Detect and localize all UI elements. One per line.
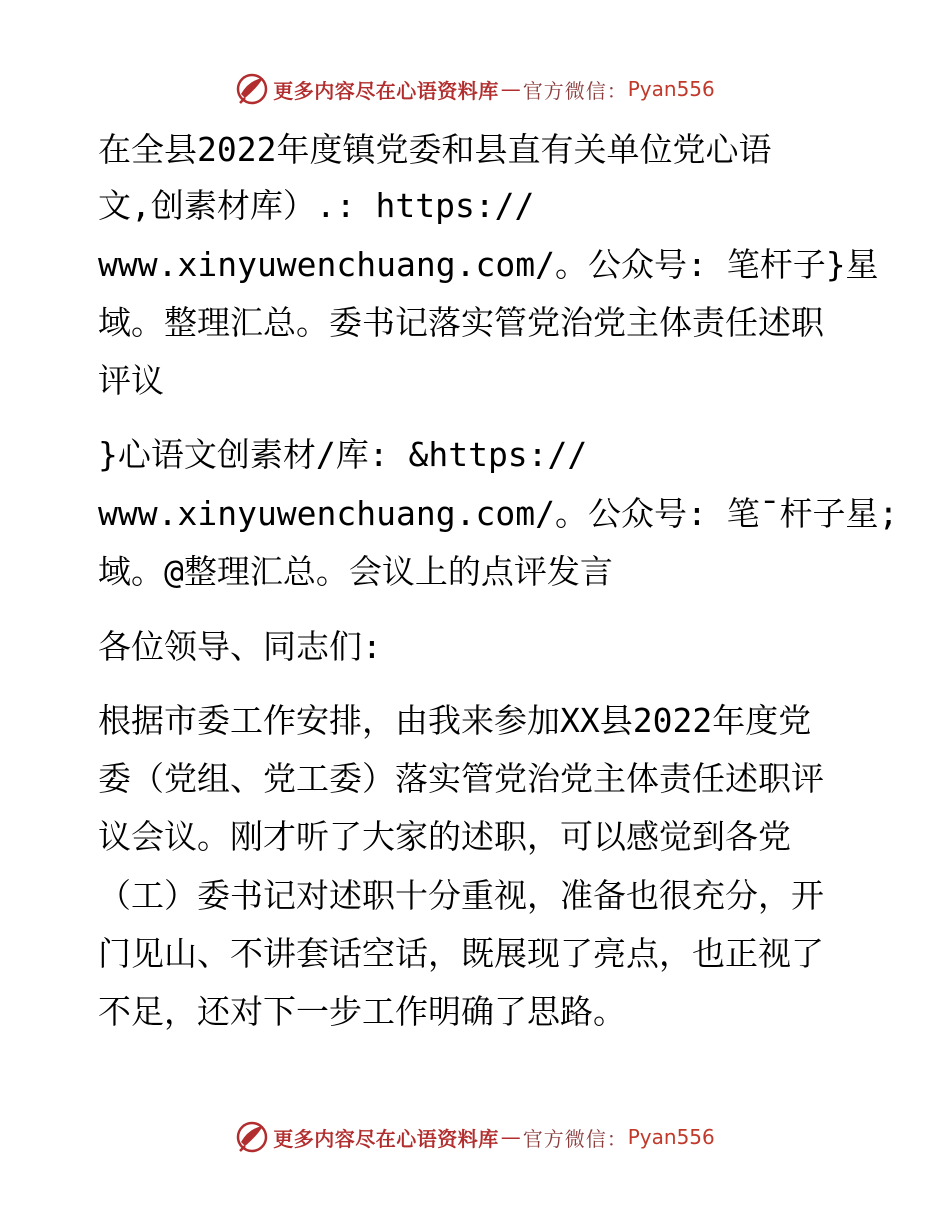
- body-line: }心语文创素材/库: &https://: [98, 435, 588, 474]
- banner-wechat-id: Pyan556: [627, 77, 715, 101]
- body-line: 域。整理汇总。委书记落实管党治党主体责任述职: [98, 303, 824, 342]
- body-line: 委（党组、党工委）落实管党治党主体责任述职评: [98, 759, 824, 798]
- body-line: 各位领导、同志们:: [98, 627, 382, 666]
- body-line: 文,创素材库）.: https://: [98, 186, 535, 225]
- pen-logo-icon: [235, 72, 269, 106]
- banner-dash: —: [500, 77, 521, 101]
- body-line: 门见山、不讲套话空话，既展现了亮点，也正视了: [98, 934, 824, 973]
- body-line: 评议: [98, 361, 164, 400]
- pen-logo-icon: [235, 1120, 269, 1154]
- header-banner: [0, 72, 950, 106]
- banner-text: 更多内容尽在心语资料库: [273, 78, 499, 103]
- body-line: 根据市委工作安排，由我来参加XX县2022年度党: [98, 701, 812, 740]
- body-line: 域。@整理汇总。会议上的点评发言: [98, 552, 613, 591]
- body-line: 在全县2022年度镇党委和县直有关单位党心语: [98, 130, 772, 169]
- footer-banner: [0, 1120, 950, 1154]
- banner-wechat-id: Pyan556: [627, 1125, 715, 1149]
- body-line: 议会议。刚才听了大家的述职，可以感觉到各党: [98, 817, 791, 856]
- banner-dash: —: [500, 1125, 521, 1149]
- body-line: www.xinyuwenchuang.com/。公众号: 笔杆子}星: [98, 245, 879, 284]
- body-line: （工）委书记对述职十分重视，准备也很充分，开: [98, 876, 824, 915]
- banner-official-label: 官方微信：: [522, 1126, 628, 1151]
- banner-official-label: 官方微信：: [522, 78, 628, 103]
- banner-text: 更多内容尽在心语资料库: [273, 1126, 499, 1151]
- body-line: 不足，还对下一步工作明确了思路。: [98, 992, 626, 1031]
- body-line: www.xinyuwenchuang.com/。公众号: 笔¯杆子星;: [98, 494, 899, 533]
